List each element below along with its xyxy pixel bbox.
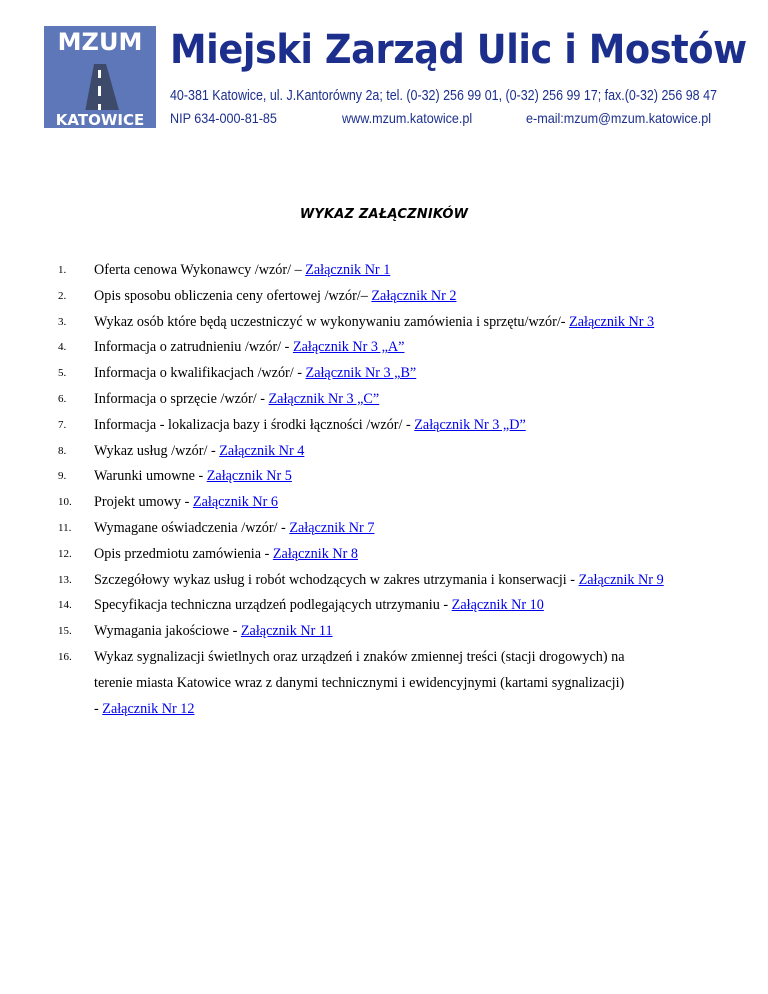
attachment-link[interactable]: Załącznik Nr 5 [206, 468, 292, 485]
item-text: Wykaz osób które będą uczestniczyć w wykonywaniu zamówienia i sprzętu/wzór/- [94, 313, 570, 330]
contact-row [170, 110, 730, 128]
document-title: WYKAZ ZAŁĄCZNIKÓW [299, 207, 469, 222]
list-item [58, 413, 748, 439]
attachment-link[interactable]: Załącznik Nr 2 [371, 287, 457, 304]
item-number: 8. [58, 444, 67, 457]
item-number: 14. [58, 599, 72, 612]
attachment-link[interactable]: Załącznik Nr 7 [289, 519, 375, 536]
attachment-link[interactable]: Załącznik Nr 11 [240, 623, 333, 640]
item-text: Oferta cenowa Wykonawcy /wzór/ – [94, 262, 306, 278]
website: www.mzum.katowice.pl [342, 110, 473, 126]
item-number: 5. [58, 367, 67, 380]
item-text-line-3 [94, 697, 748, 723]
item-text: Warunki umowne - [94, 468, 207, 485]
item-text: Wymagania jakościowe - [94, 623, 241, 640]
item-text: Wykaz usług /wzór/ - [94, 442, 220, 459]
list-item [58, 284, 748, 310]
attachment-link[interactable]: Załącznik Nr 3 „A” [292, 339, 405, 356]
item-text: Opis sposobu obliczenia ceny ofertowej /wzór/– [94, 287, 372, 304]
list-item [58, 387, 748, 413]
item-text: Specyfikacja techniczna urządzeń podlegających utrzymaniu - [94, 597, 452, 614]
address-line: 40-381 Katowice, ul. J.Kantorówny 2a; tel. (0-32) 256 99 01, (0-32) 256 99 17; fax.(0-32) 256 98 47 [170, 88, 717, 104]
list-item [58, 464, 748, 490]
attachment-link[interactable]: Załącznik Nr 10 [451, 597, 544, 614]
logo-top-text: MZUM [57, 28, 143, 56]
attachment-link[interactable]: Załącznik Nr 9 [578, 571, 664, 588]
attachment-link[interactable]: Załącznik Nr 3 [569, 313, 655, 330]
item-text: Opis przedmiotu zamówienia - [94, 545, 273, 562]
list-item [58, 361, 748, 387]
item-number: 12. [58, 547, 72, 560]
attachment-link[interactable]: Załącznik Nr 3 „C” [268, 390, 380, 407]
item-number: 16. [58, 650, 72, 663]
item-number: 15. [58, 625, 72, 638]
item-number: 4. [58, 341, 67, 354]
list-item [58, 645, 748, 722]
mzum-logo [44, 26, 156, 128]
list-item [58, 619, 748, 645]
item-number: 11. [58, 521, 72, 534]
attachment-link[interactable]: Załącznik Nr 12 [102, 700, 195, 717]
list-item [58, 490, 748, 516]
item-number: 9. [58, 470, 67, 483]
item-text: Informacja o kwalifikacjach /wzór/ - [94, 365, 306, 382]
list-item [58, 335, 748, 361]
letterhead [44, 26, 747, 128]
logo-bottom-text: KATOWICE [55, 111, 145, 128]
item-text-prefix: - [94, 700, 103, 717]
attachment-link[interactable]: Załącznik Nr 8 [272, 545, 358, 562]
organization-name: Miejski Zarząd Ulic i Mostów [170, 27, 747, 73]
attachment-link[interactable]: Załącznik Nr 1 [305, 262, 391, 278]
email-address: e-mail:mzum@mzum.katowice.pl [526, 110, 712, 126]
list-item [58, 439, 748, 465]
item-number: 7. [58, 418, 67, 431]
item-number: 13. [58, 573, 72, 586]
item-number: 1. [58, 264, 67, 276]
attachment-link[interactable]: Załącznik Nr 3 „D” [414, 416, 526, 433]
item-text: Informacja - lokalizacja bazy i środki łączności /wzór/ - [94, 416, 415, 433]
item-text-line-2: terenie miasta Katowice wraz z danymi technicznymi i ewidencyjnymi (kartami sygnalizacji) [94, 674, 625, 691]
item-text: Informacja o sprzęcie /wzór/ - [94, 390, 269, 407]
list-item [58, 258, 748, 284]
list-item [58, 593, 748, 619]
item-text: Projekt umowy - [94, 494, 193, 511]
item-text: Informacja o zatrudnieniu /wzór/ - [94, 339, 293, 356]
item-number: 6. [58, 392, 67, 405]
attachment-link[interactable]: Załącznik Nr 6 [192, 494, 279, 511]
nip-number: NIP 634-000-81-85 [170, 110, 277, 126]
attachment-link[interactable]: Załącznik Nr 4 [219, 442, 305, 459]
list-item [58, 542, 748, 568]
list-item [58, 310, 748, 336]
attachments-list [58, 258, 748, 722]
attachment-link[interactable]: Załącznik Nr 3 „B” [305, 365, 417, 382]
list-item [58, 516, 748, 542]
list-item [58, 568, 748, 594]
item-number: 10. [58, 496, 72, 509]
item-number: 2. [58, 289, 67, 302]
item-text: Wymagane oświadczenia /wzór/ - [94, 519, 290, 536]
item-text-line-1: Wykaz sygnalizacji świetlnych oraz urządzeń i znaków zmiennej treści (stacji drogowych) na [94, 648, 625, 665]
item-number: 3. [58, 315, 67, 328]
item-text: Szczegółowy wykaz usług i robót wchodzących w zakres utrzymania i konserwacji - [94, 571, 579, 588]
